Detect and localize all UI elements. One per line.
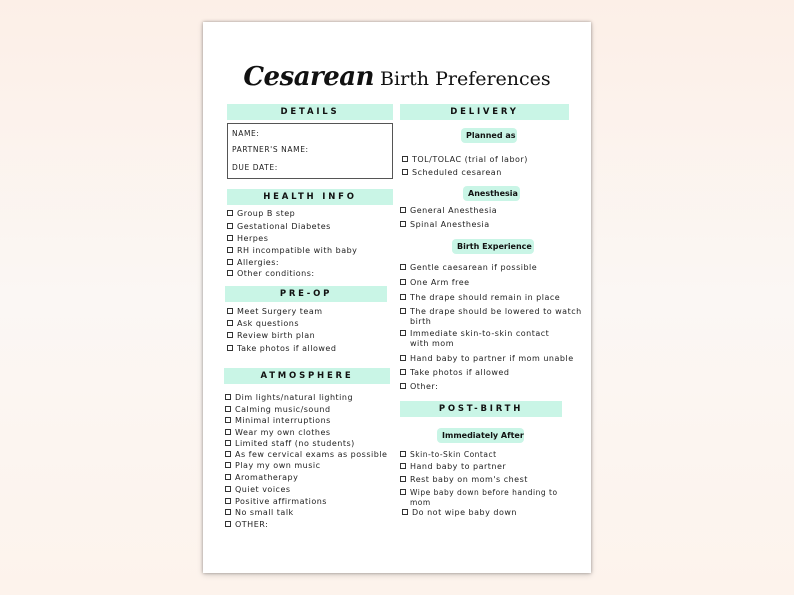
experience-item[interactable]: Other: <box>400 382 438 392</box>
checkbox[interactable] <box>225 521 231 527</box>
checkbox[interactable] <box>400 383 406 389</box>
pre-op-item[interactable]: Review birth plan <box>227 331 315 341</box>
checkbox[interactable] <box>225 509 231 515</box>
health-item[interactable]: Herpes <box>227 234 268 244</box>
atmosphere-item[interactable]: Positive affirmations <box>225 497 327 507</box>
delivery-heading: DELIVERY <box>400 104 569 120</box>
checkbox[interactable] <box>227 235 233 241</box>
title-script: Cesarean <box>243 62 375 92</box>
checkbox[interactable] <box>227 210 233 216</box>
planned-as-label: Planned as <box>461 128 517 143</box>
checkbox[interactable] <box>227 308 233 314</box>
checkbox[interactable] <box>400 221 406 227</box>
checkbox[interactable] <box>400 476 406 482</box>
page-title <box>0 62 794 92</box>
checkbox[interactable] <box>225 429 231 435</box>
checkbox[interactable] <box>400 308 406 314</box>
health-item[interactable]: Allergies: <box>227 258 279 268</box>
checkbox[interactable] <box>400 355 406 361</box>
experience-item[interactable]: Hand baby to partner if mom unable <box>400 354 574 364</box>
atmosphere-item[interactable]: Wear my own clothes <box>225 428 331 438</box>
atmosphere-item[interactable]: OTHER: <box>225 520 268 530</box>
checkbox[interactable] <box>227 270 233 276</box>
pre-op-heading: PRE-OP <box>225 286 387 302</box>
name-field: NAME: <box>232 129 260 138</box>
atmosphere-heading: ATMOSPHERE <box>224 368 390 384</box>
atmosphere-item[interactable]: Play my own music <box>225 461 321 471</box>
atmosphere-item[interactable]: Aromatherapy <box>225 473 298 483</box>
atmosphere-item[interactable]: No small talk <box>225 508 294 518</box>
checkbox[interactable] <box>400 207 406 213</box>
checkbox[interactable] <box>400 294 406 300</box>
pre-op-item[interactable]: Ask questions <box>227 319 299 329</box>
checkbox[interactable] <box>227 332 233 338</box>
checkbox[interactable] <box>400 279 406 285</box>
checkbox[interactable] <box>225 486 231 492</box>
partner-name-field: PARTNER'S NAME: <box>232 145 309 154</box>
experience-item[interactable]: Gentle caesarean if possible <box>400 263 537 273</box>
checkbox[interactable] <box>225 440 231 446</box>
checkbox[interactable] <box>225 394 231 400</box>
experience-item[interactable]: The drape should be lowered to watch birth <box>400 307 582 327</box>
immediately-after-label: Immediately After <box>437 428 524 443</box>
checkbox[interactable] <box>400 264 406 270</box>
health-info-heading: HEALTH INFO <box>227 189 393 205</box>
title-plain: Birth Preferences <box>380 68 551 90</box>
post-birth-item[interactable]: Rest baby on mom's chest <box>400 475 528 485</box>
post-birth-heading: POST-BIRTH <box>400 401 562 417</box>
planned-item[interactable]: TOL/TOLAC (trial of labor) <box>402 155 528 165</box>
checkbox[interactable] <box>225 406 231 412</box>
birth-experience-label: Birth Experience <box>452 239 534 254</box>
details-heading: DETAILS <box>227 104 393 120</box>
post-birth-item[interactable]: Wipe baby down before handing to mom <box>400 488 558 508</box>
due-date-field: DUE DATE: <box>232 163 278 172</box>
checkbox[interactable] <box>400 489 406 495</box>
checkbox[interactable] <box>227 320 233 326</box>
checkbox[interactable] <box>225 474 231 480</box>
checkbox[interactable] <box>402 169 408 175</box>
atmosphere-item[interactable]: Calming music/sound <box>225 405 331 415</box>
checkbox[interactable] <box>402 156 408 162</box>
experience-item[interactable]: Take photos if allowed <box>400 368 509 378</box>
checkbox[interactable] <box>400 463 406 469</box>
atmosphere-item[interactable]: Dim lights/natural lighting <box>225 393 353 403</box>
anesthesia-item[interactable]: Spinal Anesthesia <box>400 220 490 230</box>
checkbox[interactable] <box>227 259 233 265</box>
post-birth-item[interactable]: Skin-to-Skin Contact <box>400 450 497 460</box>
health-item[interactable]: Group B step <box>227 209 295 219</box>
checkbox[interactable] <box>400 369 406 375</box>
checkbox[interactable] <box>400 330 406 336</box>
experience-item[interactable]: Immediate skin-to-skin contact with mom <box>400 329 549 349</box>
anesthesia-item[interactable]: General Anesthesia <box>400 206 497 216</box>
atmosphere-item[interactable]: Minimal interruptions <box>225 416 331 426</box>
health-item[interactable]: Other conditions: <box>227 269 315 279</box>
health-item[interactable]: Gestational Diabetes <box>227 222 331 232</box>
atmosphere-item[interactable]: As few cervical exams as possible <box>225 450 387 460</box>
checkbox[interactable] <box>225 417 231 423</box>
experience-item[interactable]: The drape should remain in place <box>400 293 560 303</box>
pre-op-item[interactable]: Meet Surgery team <box>227 307 323 317</box>
anesthesia-label: Anesthesia <box>463 186 520 201</box>
checkbox[interactable] <box>400 451 406 457</box>
checkbox[interactable] <box>225 462 231 468</box>
atmosphere-item[interactable]: Limited staff (no students) <box>225 439 355 449</box>
post-birth-item[interactable]: Hand baby to partner <box>400 462 506 472</box>
checkbox[interactable] <box>227 345 233 351</box>
checkbox[interactable] <box>402 509 408 515</box>
pre-op-item[interactable]: Take photos if allowed <box>227 344 336 354</box>
checkbox[interactable] <box>225 451 231 457</box>
experience-item[interactable]: One Arm free <box>400 278 470 288</box>
post-birth-item[interactable]: Do not wipe baby down <box>402 508 517 518</box>
planned-item[interactable]: Scheduled cesarean <box>402 168 502 178</box>
atmosphere-item[interactable]: Quiet voices <box>225 485 291 495</box>
checkbox[interactable] <box>227 247 233 253</box>
checkbox[interactable] <box>227 223 233 229</box>
health-item[interactable]: RH incompatible with baby <box>227 246 357 256</box>
checkbox[interactable] <box>225 498 231 504</box>
